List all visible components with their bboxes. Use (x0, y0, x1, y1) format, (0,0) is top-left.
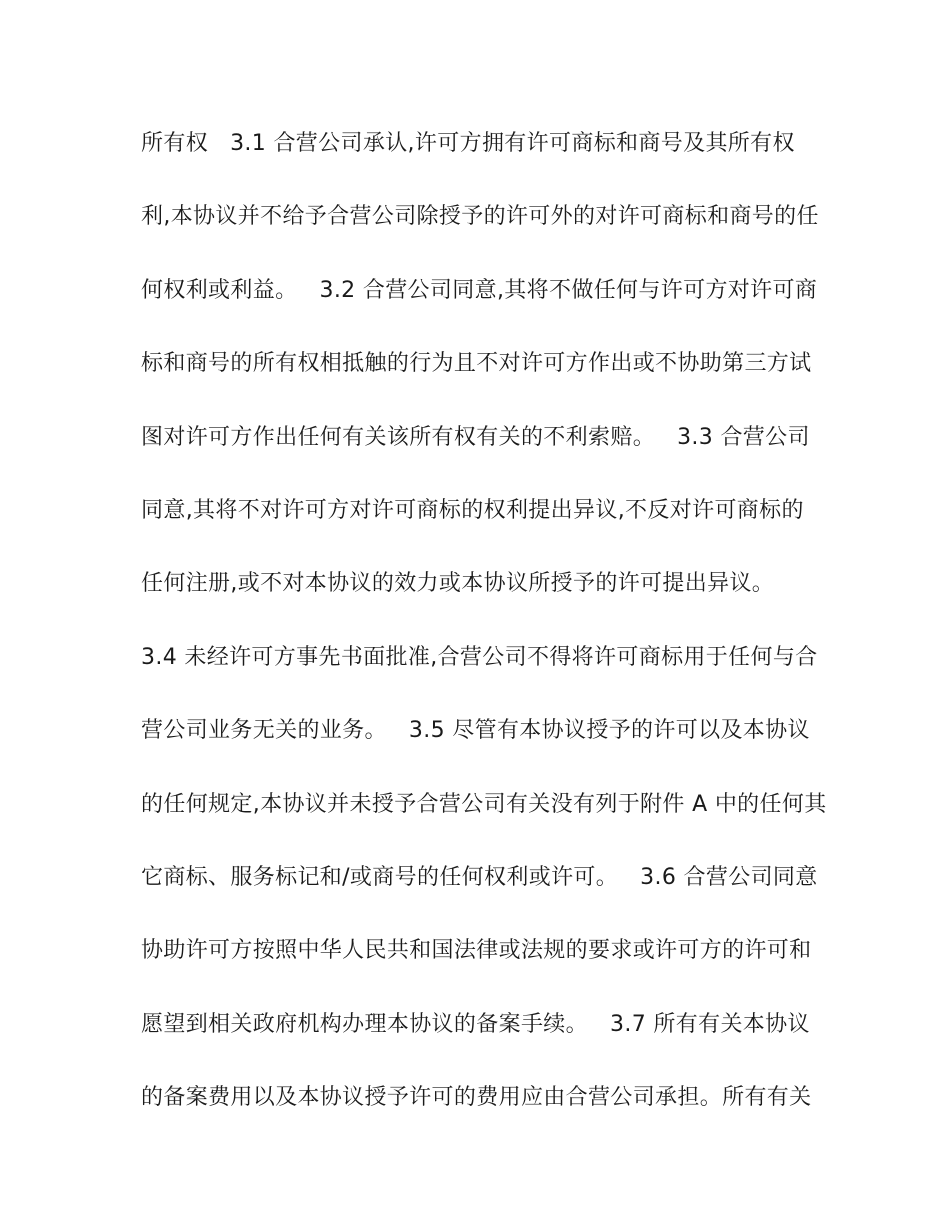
text-line: 同意,其将不对许可方对许可商标的权利提出异议,不反对许可商标的 (141, 497, 804, 523)
text-line: 的备案费用以及本协议授予许可的费用应由合营公司承担。所有有关 (141, 1085, 812, 1111)
text-line: 营公司业务无关的业务。 3.5 尽管有本协议授予的许可以及本协议 (141, 718, 810, 744)
text-line: 标和商号的所有权相抵触的行为且不对许可方作出或不协助第三方试 (141, 351, 812, 377)
text-line: 的任何规定,本协议并未授予合营公司有关没有列于附件 A 中的任何其 (141, 791, 827, 817)
body-text (141, 122, 827, 1149)
text-line: 何权利或利益。 3.2 合营公司同意,其将不做任何与许可方对许可商 (141, 277, 818, 303)
text-line: 图对许可方作出任何有关该所有权有关的不利索赔。 3.3 合营公司 (141, 424, 810, 450)
text-line: 所有权 3.1 合营公司承认,许可方拥有许可商标和商号及其所有权 (141, 131, 795, 156)
text-line: 它商标、服务标记和/或商号的任何权利或许可。 3.6 合营公司同意 (141, 864, 818, 890)
text-line: 利,本协议并不给予合营公司除授予的许可外的对许可商标和商号的任 (141, 204, 819, 230)
text-line: 愿望到相关政府机构办理本协议的备案手续。 3.7 所有有关本协议 (141, 1011, 810, 1037)
text-line: 协助许可方按照中华人民共和国法律或法规的要求或许可方的许可和 (141, 938, 812, 964)
text-line: 任何注册,或不对本协议的效力或本协议所授予的许可提出异议。 (141, 571, 775, 597)
text-line: 3.4 未经许可方事先书面批准,合营公司不得将许可商标用于任何与合 (141, 644, 818, 670)
